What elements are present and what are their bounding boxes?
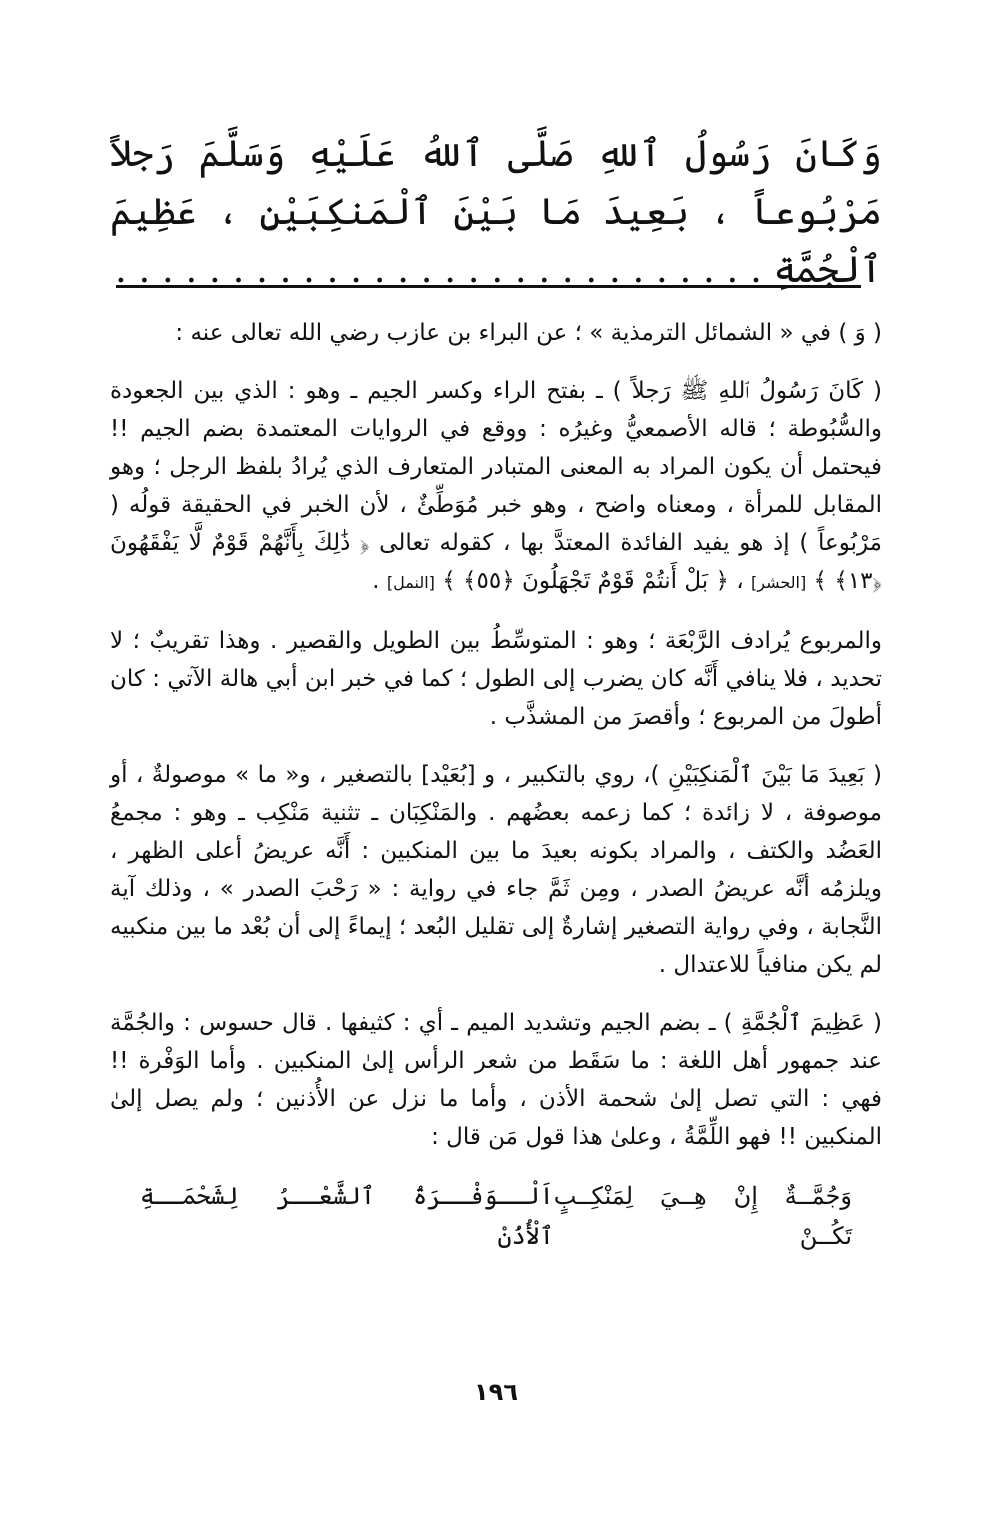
commentary-section: [110, 314, 882, 1256]
commentary-paragraph-3: ( بَعِيدَ مَا بَيْنَ ٱلْمَنكِبَيْنِ )، روي بالتكبير ، و [بُعَيْد] بالتصغير ، و« ما » موصولةٌ ، أو موصوفة ، لا زائدة ؛ كما زعمه بعضُهم . والمَنْكِبَان ـ تثنية مَنْكِب ـ وهو : مجمعُ العَضُد والكتف ، والمراد بكونه بعيدَ ما بين المنكبين : أَنَّه عريضُ أعلى الظهر ، ويلزمُه أنَّه عريضُ الصدر ، ومِن ثَمَّ جاء في رواية : « رَحْبَ الصدر » ، وذلك آية النَّجابة ، وفي رواية التصغير إشارةٌ إلى تقليل البُعد ؛ إيماءً إلى أن بُعْد ما بين منكبيه لم يكن منافياً للاعتدال .: [110, 762, 882, 978]
quran-reference-naml: [النمل]: [386, 573, 435, 592]
commentary-paragraph-1-text: ( كَانَ رَسُولُ ٱللهِ ﷺ رَجلاً ) ـ بفتح الراء وكسر الجيم ـ وهو : الذي بين الجعودة والسُّبُوطة ؛ قاله الأصمعيُّ وغيرُه : ووقع في الروايات المعتمدة بضم الجيم !! فيحتمل أن يكون المراد به المعنى المتبادر المتعارف الذي يُرادُ بلفظ الرجل ؛ وهو المقابل للمرأة ، ومعناه واضح ، وهو خبر مُوَطِّئٌ ، لأن الخبر في الحقيقة قولُه ( مَرْبُوعاً ) إذ هو يفيد الفائدة المعتدَّ بها ، كقوله تعالى ﴿ ذَٰلِكَ بِأَنَّهُمْ قَوْمٌ لَّا يَفْقَهُونَ ﴿١٣﴾ ﴾: [110, 378, 882, 594]
commentary-paragraph-1-end: .: [372, 568, 380, 594]
commentary-intro: ( وَ ) في « الشمائل الترمذية » ؛ عن البراء بن عازب رضي الله تعالى عنه :: [175, 320, 882, 346]
verse-first-hemistich: اَلْــوَفْــرَةُ ٱلشَّعْــرُ لِشَحْمَــةِ ٱلْأُذُنْ: [140, 1182, 554, 1250]
verse-second-hemistich: وَجُمَّــةٌ إِنْ هِــيَ لِمَنْكِــبٍ تَكُــنْ: [553, 1182, 852, 1250]
hadith-main-text: وَكَانَ رَسُولُ ٱللهِ صَلَّى ٱللهُ عَلَيْهِ وَسَلَّمَ رَجلاً مَرْبُوعاً ، بَعِيدَ مَا بَيْنَ ٱلْمَنكِبَيْنِ ، عَظِيمَ ٱلْجُمَّةِ . . . . . . . . . . . . . . . . . . . . . . . . . . . .: [110, 132, 882, 291]
commentary-paragraph-2: والمربوع يُرادف الرَّبْعَة ؛ وهو : المتوسِّطُ بين الطويل والقصير . وهذا تقريبٌ ؛ لا تحديد ، فلا ينافي أَنَّه كان يضرب إلى الطول ؛ كما في خبر ابن أبي هالة الآتي : كان أطولَ من المربوع ؛ وأقصرَ من المشذَّب .: [110, 628, 882, 730]
commentary-paragraph-4: ( عَظِيمَ ٱلْجُمَّةِ ) ـ بضم الجيم وتشديد الميم ـ أي : كثيفها . قال حسوس : والجُمَّة عند جمهور أهل اللغة : ما سَقَط من شعر الرأس إلىٰ المنكبين . وأما الوَفْرة !! فهي : التي تصل إلىٰ شحمة الأذن ، وأما ما نزل عن الأُذنين ؛ ولم يصل إلىٰ المنكبين !! فهو اللِّمَّةُ ، وعلىٰ هذا قول مَن قال :: [110, 1010, 882, 1150]
commentary-paragraph-1: [110, 372, 882, 602]
page-number: ١٩٦: [474, 1378, 518, 1406]
quran-reference-hashr: [الحشر]: [751, 573, 807, 592]
separator-line: [116, 285, 861, 288]
commentary-paragraph-1-mid: ، ﴿ بَلْ أَنتُمْ قَوْمٌ تَجْهَلُونَ ﴿٥٥﴾ ﴾: [442, 568, 744, 594]
poetry-verse: [140, 1176, 852, 1256]
